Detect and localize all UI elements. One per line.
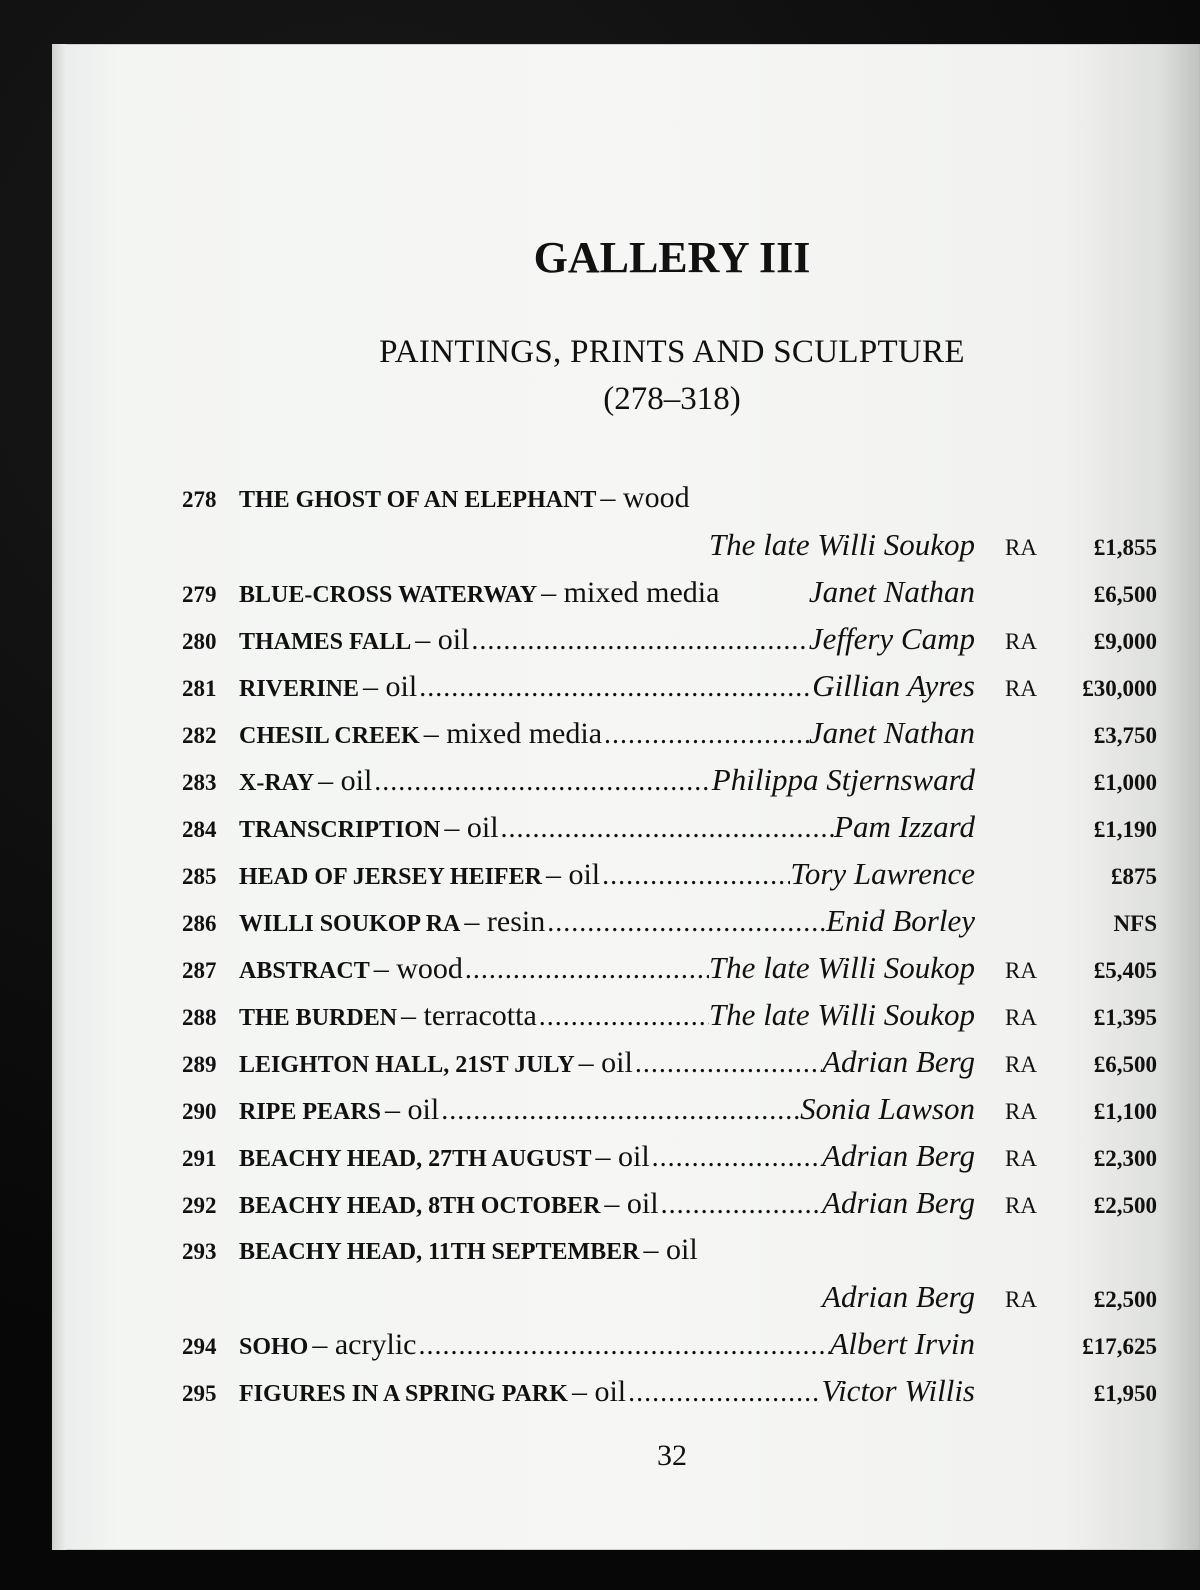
entry-medium: – resin bbox=[464, 905, 546, 938]
entry-title: FIGURES IN A SPRING PARK bbox=[239, 1381, 568, 1407]
entry-medium: – oil bbox=[545, 858, 601, 891]
entry-287 bbox=[182, 944, 1157, 991]
entry-artist: Pam Izzard bbox=[834, 809, 975, 844]
entry-artist: Sonia Lawson bbox=[800, 1091, 975, 1126]
dot-leader bbox=[602, 711, 809, 758]
entry-artist: Albert Irvin bbox=[829, 1326, 975, 1361]
entry-price: £6,500 bbox=[1093, 582, 1157, 607]
entry-price: £2,500 bbox=[1093, 1287, 1157, 1312]
entry-medium: – oil bbox=[604, 1187, 659, 1220]
entry-title: THE GHOST OF AN ELEPHANT bbox=[239, 487, 597, 513]
entry-284 bbox=[182, 803, 1157, 850]
entry-medium: – mixed media bbox=[423, 717, 603, 750]
entry-ra: RA bbox=[1005, 958, 1037, 983]
entry-293 bbox=[182, 1226, 1157, 1273]
entry-medium: – oil bbox=[643, 1233, 698, 1266]
entry-title: THAMES FALL bbox=[239, 629, 412, 655]
dot-leader bbox=[659, 1181, 822, 1228]
entry-278 bbox=[182, 474, 1157, 521]
entry-title: RIPE PEARS bbox=[239, 1099, 382, 1125]
entry-title: BEACHY HEAD, 8TH OCTOBER bbox=[239, 1193, 601, 1219]
entry-number: 293 bbox=[182, 1239, 217, 1264]
dot-leader bbox=[439, 1087, 800, 1134]
entry-290 bbox=[182, 1085, 1157, 1132]
dot-leader bbox=[626, 1369, 821, 1416]
entry-number: 279 bbox=[182, 582, 217, 607]
entry-artist: Adrian Berg bbox=[822, 1279, 975, 1314]
entry-artist: Jeffery Camp bbox=[808, 621, 975, 656]
entry-medium: – mixed media bbox=[541, 576, 720, 609]
dot-leader bbox=[545, 899, 826, 946]
entry-number: 283 bbox=[182, 770, 217, 795]
catalogue-range: (278–318) bbox=[603, 381, 741, 417]
entry-medium: – wood bbox=[373, 952, 463, 985]
catalogue-page bbox=[52, 44, 1200, 1550]
entry-number: 290 bbox=[182, 1099, 217, 1124]
dot-leader bbox=[633, 1040, 822, 1087]
entry-title: TRANSCRIPTION bbox=[239, 817, 441, 843]
entry-number: 294 bbox=[182, 1334, 217, 1359]
entry-price: £5,405 bbox=[1093, 958, 1157, 983]
entry-ra: RA bbox=[1005, 1099, 1037, 1124]
entry-artist: The late Willi Soukop bbox=[708, 950, 975, 985]
page-number: 32 bbox=[657, 1439, 687, 1472]
entry-artist: The late Willi Soukop bbox=[708, 527, 975, 562]
entry-medium: – oil bbox=[578, 1046, 633, 1079]
entry-ra: RA bbox=[1005, 535, 1037, 560]
dot-leader bbox=[650, 1134, 822, 1181]
entry-medium: – terracotta bbox=[401, 999, 537, 1032]
entry-ra: RA bbox=[1005, 1005, 1037, 1030]
entry-288 bbox=[182, 991, 1157, 1038]
entry-ra: RA bbox=[1005, 629, 1037, 654]
dot-leader bbox=[416, 1322, 829, 1369]
entry-price: £2,300 bbox=[1093, 1146, 1157, 1171]
dot-leader bbox=[469, 617, 808, 664]
entry-283 bbox=[182, 756, 1157, 803]
entry-title: X-RAY bbox=[239, 770, 315, 796]
entry-title: HEAD OF JERSEY HEIFER bbox=[239, 864, 542, 890]
entry-286 bbox=[182, 897, 1157, 944]
entry-title: BLUE-CROSS WATERWAY bbox=[239, 582, 538, 608]
entry-title: WILLI SOUKOP RA bbox=[239, 911, 461, 937]
dot-leader bbox=[537, 993, 709, 1040]
entry-medium: – oil bbox=[415, 623, 470, 656]
entry-number: 284 bbox=[182, 817, 217, 842]
entry-artist: Tory Lawrence bbox=[790, 856, 975, 891]
entry-number: 281 bbox=[182, 676, 217, 701]
entry-293-continued bbox=[182, 1273, 1157, 1320]
entry-title: BEACHY HEAD, 11TH SEPTEMBER bbox=[239, 1239, 640, 1265]
entry-medium: – oil bbox=[385, 1093, 440, 1126]
entry-medium: – acrylic bbox=[312, 1328, 417, 1361]
entry-price: £1,190 bbox=[1093, 817, 1157, 842]
entry-price: £1,855 bbox=[1093, 535, 1157, 560]
entry-title: RIVERINE bbox=[239, 676, 360, 702]
dot-leader bbox=[499, 805, 835, 852]
entry-number: 285 bbox=[182, 864, 217, 889]
entry-medium: – oil bbox=[595, 1140, 650, 1173]
entry-price: £1,000 bbox=[1093, 770, 1157, 795]
entry-294 bbox=[182, 1320, 1157, 1367]
entry-title: SOHO bbox=[239, 1334, 309, 1360]
entry-medium: – oil bbox=[444, 811, 499, 844]
entry-artist: Adrian Berg bbox=[822, 1185, 975, 1220]
entry-price: £2,500 bbox=[1093, 1193, 1157, 1218]
gallery-title: GALLERY III bbox=[533, 233, 811, 282]
dot-leader bbox=[372, 758, 711, 805]
entry-title: ABSTRACT bbox=[239, 958, 370, 984]
entry-number: 288 bbox=[182, 1005, 217, 1030]
entry-295 bbox=[182, 1367, 1157, 1414]
entry-281 bbox=[182, 662, 1157, 709]
entry-ra: RA bbox=[1005, 1146, 1037, 1171]
entry-medium: – oil bbox=[571, 1375, 627, 1408]
entry-279 bbox=[182, 568, 1157, 615]
entry-artist: Adrian Berg bbox=[822, 1138, 975, 1173]
entry-number: 278 bbox=[182, 487, 217, 512]
entry-price: £1,395 bbox=[1093, 1005, 1157, 1030]
entry-289 bbox=[182, 1038, 1157, 1085]
entry-artist: Janet Nathan bbox=[808, 574, 975, 609]
entry-title: THE BURDEN bbox=[239, 1005, 398, 1031]
entry-285 bbox=[182, 850, 1157, 897]
entry-price: NFS bbox=[1113, 911, 1157, 936]
entry-medium: – oil bbox=[318, 764, 373, 797]
entry-292 bbox=[182, 1179, 1157, 1226]
entry-ra: RA bbox=[1005, 1287, 1037, 1312]
entry-price: £875 bbox=[1111, 864, 1157, 889]
entry-291 bbox=[182, 1132, 1157, 1179]
entry-ra: RA bbox=[1005, 1193, 1037, 1218]
entry-number: 291 bbox=[182, 1146, 217, 1171]
entry-artist: Enid Borley bbox=[826, 903, 975, 938]
dot-leader bbox=[417, 664, 812, 711]
entry-price: £3,750 bbox=[1093, 723, 1157, 748]
entry-price: £6,500 bbox=[1093, 1052, 1157, 1077]
entry-number: 282 bbox=[182, 723, 217, 748]
dot-leader bbox=[600, 852, 790, 899]
entry-number: 295 bbox=[182, 1381, 217, 1406]
entry-278-continued bbox=[182, 521, 1157, 568]
entry-title: LEIGHTON HALL, 21ST JULY bbox=[239, 1052, 575, 1078]
entry-ra: RA bbox=[1005, 1052, 1037, 1077]
entry-artist: Victor Willis bbox=[821, 1373, 975, 1408]
entry-title: CHESIL CREEK bbox=[239, 723, 420, 749]
entry-artist: Philippa Stjernsward bbox=[711, 762, 975, 797]
entry-ra: RA bbox=[1005, 676, 1037, 701]
entry-282 bbox=[182, 709, 1157, 756]
entry-medium: – wood bbox=[600, 481, 690, 514]
entry-number: 286 bbox=[182, 911, 217, 936]
entry-price: £1,950 bbox=[1093, 1381, 1157, 1406]
entry-artist: Gillian Ayres bbox=[812, 668, 975, 703]
dot-leader bbox=[463, 946, 709, 993]
entry-artist: Janet Nathan bbox=[808, 715, 975, 750]
section-title: PAINTINGS, PRINTS AND SCULPTURE bbox=[379, 334, 965, 370]
entry-price: £30,000 bbox=[1082, 676, 1157, 701]
entry-price: £1,100 bbox=[1093, 1099, 1157, 1124]
catalogue-entries bbox=[182, 474, 1157, 1414]
entry-number: 280 bbox=[182, 629, 217, 654]
entry-title: BEACHY HEAD, 27TH AUGUST bbox=[239, 1146, 592, 1172]
entry-price: £9,000 bbox=[1093, 629, 1157, 654]
entry-number: 287 bbox=[182, 958, 217, 983]
entry-number: 292 bbox=[182, 1193, 217, 1218]
entry-number: 289 bbox=[182, 1052, 217, 1077]
entry-artist: The late Willi Soukop bbox=[708, 997, 975, 1032]
entry-artist: Adrian Berg bbox=[822, 1044, 975, 1079]
entry-medium: – oil bbox=[363, 670, 418, 703]
entry-280 bbox=[182, 615, 1157, 662]
entry-price: £17,625 bbox=[1082, 1334, 1157, 1359]
